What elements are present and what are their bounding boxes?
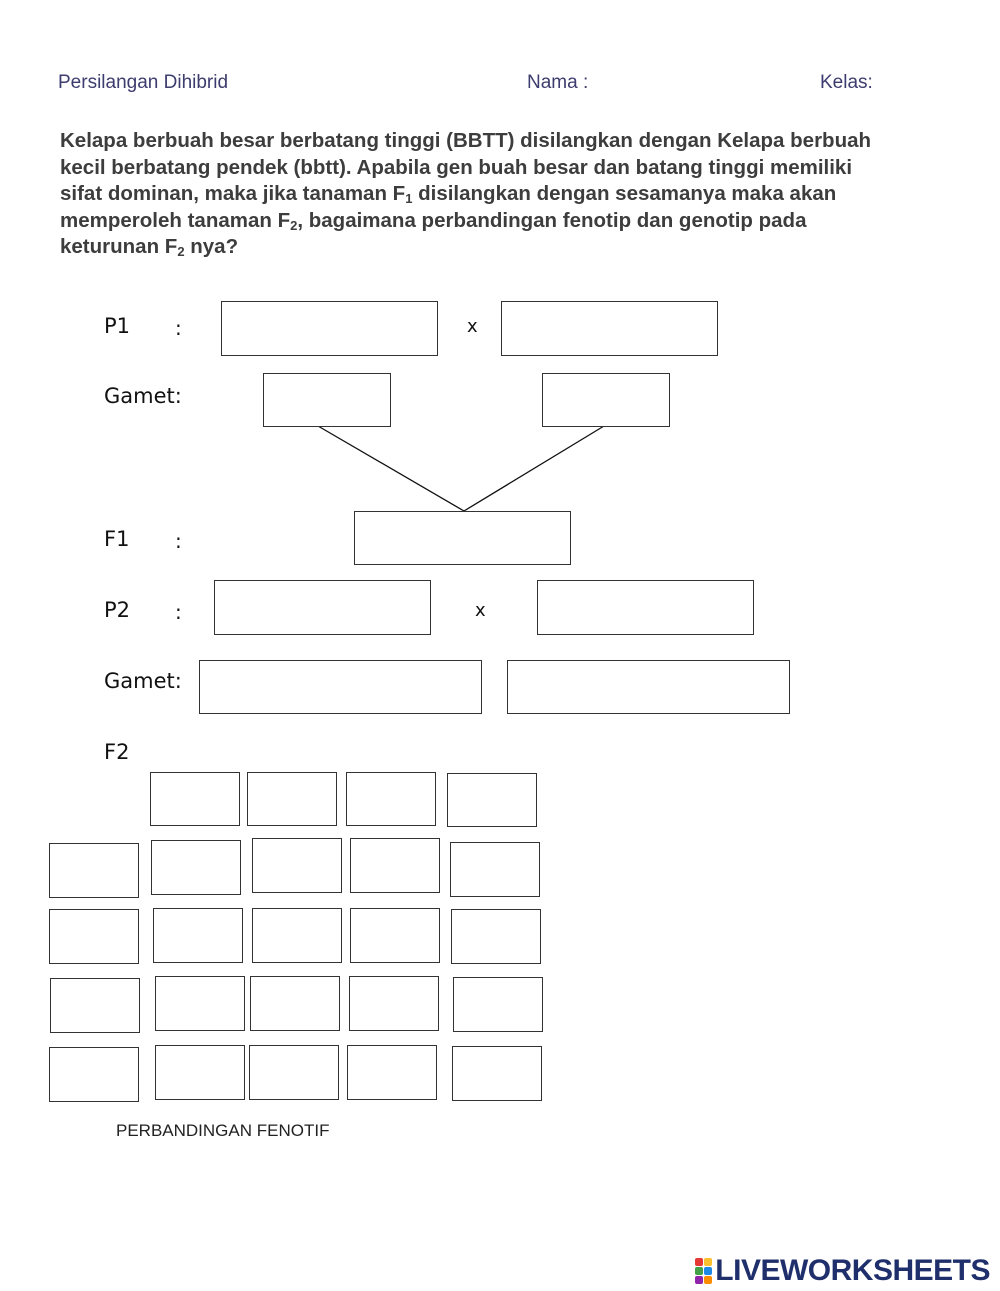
punnett-cell-2-1-input[interactable]	[154, 909, 242, 962]
gamet1-left-input[interactable]	[264, 374, 390, 426]
gamet1-label: Gamet:	[104, 384, 182, 408]
punnett-row-header-3-input[interactable]	[51, 979, 139, 1032]
punnett-cell-1-4[interactable]	[450, 842, 540, 897]
question-sub-2: 2	[290, 217, 298, 233]
punnett-row-header-2-input[interactable]	[50, 910, 138, 963]
punnett-cell-4-2-input[interactable]	[250, 1046, 338, 1099]
f2-label: F2	[104, 740, 130, 764]
punnett-cell-1-2[interactable]	[252, 838, 342, 893]
name-label: Nama :	[527, 72, 589, 93]
logo-text: LIVEWORKSHEETS	[715, 1254, 990, 1287]
gamet1-right-box[interactable]	[542, 373, 670, 427]
punnett-col-header-1-input[interactable]	[151, 773, 239, 825]
liveworksheets-logo	[695, 1253, 990, 1289]
gamet1-right-input[interactable]	[543, 374, 669, 426]
punnett-cell-3-2[interactable]	[250, 976, 340, 1031]
punnett-cell-1-2-input[interactable]	[253, 839, 341, 892]
punnett-cell-1-3-input[interactable]	[351, 839, 439, 892]
connector-line-left	[318, 426, 464, 511]
f1-label: F1	[104, 527, 130, 551]
punnett-cell-1-3[interactable]	[350, 838, 440, 893]
p2-parent-2-input[interactable]	[538, 581, 753, 634]
punnett-cell-2-4-input[interactable]	[452, 910, 540, 963]
punnett-cell-1-1[interactable]	[151, 840, 241, 895]
p1-colon: :	[175, 316, 182, 340]
f1-box[interactable]	[354, 511, 571, 565]
punnett-cell-3-4[interactable]	[453, 977, 543, 1032]
gamet2-right-input[interactable]	[508, 661, 789, 713]
punnett-cell-3-1[interactable]	[155, 976, 245, 1031]
p1-parent-1-input[interactable]	[222, 302, 437, 355]
punnett-cell-4-3[interactable]	[347, 1045, 437, 1100]
punnett-row-header-3[interactable]	[50, 978, 140, 1033]
question-sub-3: 2	[177, 244, 185, 259]
logo-square-4	[704, 1267, 712, 1275]
question-part-2: disilangkan dengan sesamanya maka akan memperoleh tanaman F	[60, 182, 837, 232]
p2-parent-1-input[interactable]	[215, 581, 430, 634]
p1-parent-1-box[interactable]	[221, 301, 438, 356]
gamet2-right-box[interactable]	[507, 660, 790, 714]
p2-parent-2-box[interactable]	[537, 580, 754, 635]
question-part-4: nya?	[184, 235, 239, 258]
punnett-cell-4-4-input[interactable]	[453, 1047, 541, 1100]
p2-parent-1-box[interactable]	[214, 580, 431, 635]
punnett-cell-1-1-input[interactable]	[152, 841, 240, 894]
p2-colon: :	[175, 600, 182, 624]
p1-parent-2-input[interactable]	[502, 302, 717, 355]
punnett-cell-4-2[interactable]	[249, 1045, 339, 1100]
punnett-col-header-1[interactable]	[150, 772, 240, 826]
punnett-cell-2-3[interactable]	[350, 908, 440, 963]
logo-square-2	[704, 1258, 712, 1266]
logo-square-6	[704, 1276, 712, 1284]
f1-input[interactable]	[355, 512, 570, 564]
p2-label: P2	[104, 598, 131, 622]
punnett-cell-3-3-input[interactable]	[350, 977, 438, 1030]
connector-line-right	[464, 426, 604, 511]
punnett-col-header-4[interactable]	[447, 773, 537, 827]
class-label: Kelas:	[820, 72, 873, 93]
punnett-row-header-2[interactable]	[49, 909, 139, 964]
punnett-row-header-1-input[interactable]	[50, 844, 138, 897]
punnett-cell-4-1-input[interactable]	[156, 1046, 244, 1099]
punnett-col-header-4-input[interactable]	[448, 774, 536, 826]
punnett-cell-3-2-input[interactable]	[251, 977, 339, 1030]
punnett-cell-3-3[interactable]	[349, 976, 439, 1031]
logo-mark-icon	[695, 1258, 712, 1284]
punnett-cell-3-1-input[interactable]	[156, 977, 244, 1030]
punnett-cell-4-3-input[interactable]	[348, 1046, 436, 1099]
punnett-row-header-4-input[interactable]	[50, 1048, 138, 1101]
punnett-cell-2-4[interactable]	[451, 909, 541, 964]
gamet1-left-box[interactable]	[263, 373, 391, 427]
punnett-col-header-3[interactable]	[346, 772, 436, 826]
punnett-col-header-2[interactable]	[247, 772, 337, 826]
p1-parent-2-box[interactable]	[501, 301, 718, 356]
gamet2-label: Gamet:	[104, 669, 182, 693]
punnett-cell-4-1[interactable]	[155, 1045, 245, 1100]
punnett-row-header-1[interactable]	[49, 843, 139, 898]
p2-cross-symbol: x	[475, 600, 486, 621]
worksheet-title: Persilangan Dihibrid	[58, 72, 229, 93]
punnett-cell-3-4-input[interactable]	[454, 978, 542, 1031]
question-part-3: , bagaimana perbandingan fenotip dan genotip pada keturunan F	[60, 208, 807, 258]
punnett-cell-2-2[interactable]	[252, 908, 342, 963]
punnett-col-header-3-input[interactable]	[347, 773, 435, 825]
punnett-cell-2-3-input[interactable]	[351, 909, 439, 962]
punnett-cell-4-4[interactable]	[452, 1046, 542, 1101]
phenotype-ratio-label: PERBANDINGAN FENOTIF	[116, 1121, 330, 1140]
p1-label: P1	[104, 314, 131, 338]
f1-colon: :	[175, 529, 182, 553]
gamet2-left-box[interactable]	[199, 660, 482, 714]
logo-square-1	[695, 1258, 703, 1266]
logo-square-5	[695, 1276, 703, 1284]
gamet2-left-input[interactable]	[200, 661, 481, 713]
question-part-1: Kelapa berbuah besar berbatang tinggi (BBTT) disilangkan dengan Kelapa berbuah kecil berbatang pendek (bbtt). Apabila gen buah besar dan batang tinggi memiliki sifat dominan, maka jika tanaman F	[60, 129, 872, 205]
punnett-col-header-2-input[interactable]	[248, 773, 336, 825]
punnett-row-header-4[interactable]	[49, 1047, 139, 1102]
punnett-cell-2-2-input[interactable]	[253, 909, 341, 962]
punnett-cell-2-1[interactable]	[153, 908, 243, 963]
logo-square-3	[695, 1267, 703, 1275]
question-sub-1: 1	[405, 191, 413, 206]
punnett-cell-1-4-input[interactable]	[451, 843, 539, 896]
p1-cross-symbol: x	[467, 316, 478, 337]
